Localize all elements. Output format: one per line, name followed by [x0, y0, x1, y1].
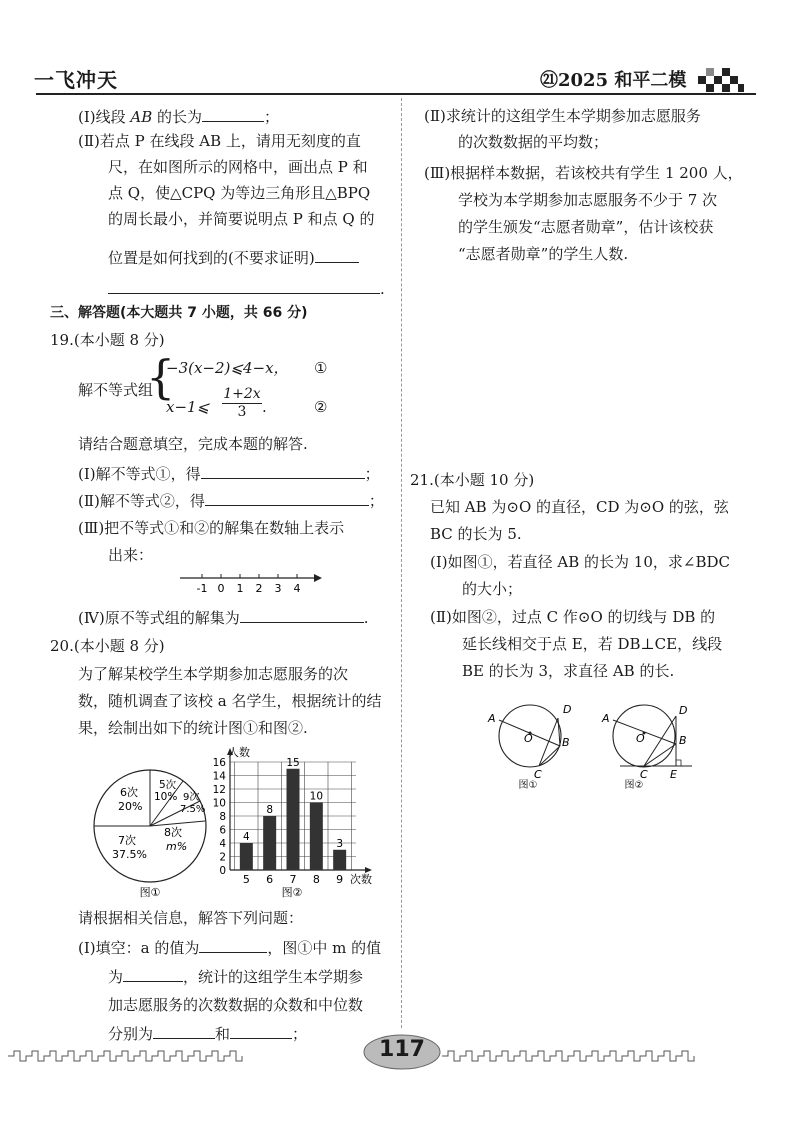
- q20-part1-line1: (Ⅰ)填空：a 的值为 ，图①中 m 的值: [78, 939, 382, 957]
- fig2-right-angle: [676, 760, 681, 766]
- pie-chart: [86, 768, 220, 900]
- bar-chart-bar: [287, 769, 300, 870]
- q18-part2-line4: 的周长最小，并简要说明点 P 和点 Q 的: [108, 210, 375, 228]
- fig2-label-D: D: [679, 704, 688, 717]
- q19-lead: 解不等式组: [78, 381, 154, 399]
- fig2-label-E: E: [670, 768, 677, 781]
- header-checker-decoration: [698, 60, 744, 92]
- pie-label-5: 5次: [159, 779, 177, 791]
- section-heading: 三、解答题(本大题共 7 小题，共 66 分): [50, 305, 308, 321]
- bar-chart-ylabel: 人数: [228, 746, 250, 759]
- bar-chart-xlabel: 次数: [350, 873, 372, 886]
- number-line-tick-label: 1: [236, 582, 244, 595]
- q19-inequality2-lhs: x−1⩽: [166, 398, 210, 416]
- q19-step3-line1: (Ⅲ)把不等式①和②的解集在数轴上表示: [78, 519, 345, 537]
- bar-chart-ytick-label: 8: [219, 811, 226, 823]
- q19-step2: (Ⅱ)解不等式②，得 ；: [78, 492, 384, 510]
- q19-instruction: 请结合题意填空，完成本题的解答.: [78, 435, 308, 453]
- q19-inequality1-mark: ①: [314, 359, 328, 377]
- bar-chart-xtick-label: 5: [242, 873, 250, 886]
- geometry-figure-2: [600, 700, 700, 790]
- q19-inequality2-mark: ②: [314, 398, 328, 416]
- q20-heading: 20.(本小题 8 分): [50, 637, 165, 655]
- q20-intro-line1: 为了解某校学生本学期参加志愿服务的次: [78, 665, 349, 683]
- q20-intro-line3: 果，绘制出如下的统计图①和图②.: [78, 719, 308, 737]
- q18-part2-line5: 位置是如何找到的(不要求证明): [108, 247, 359, 268]
- bar-chart-bar: [310, 803, 323, 871]
- pie-label-8: 8次: [164, 826, 182, 839]
- fig2-caption: 图②: [624, 780, 644, 790]
- bar-chart-caption: 图②: [281, 886, 303, 898]
- q18-part2-line2: 尺，在如图所示的网格中，画出点 P 和: [108, 158, 368, 176]
- bar-chart-xtick-label: 8: [312, 873, 320, 886]
- q19-step1: (Ⅰ)解不等式①，得 ；: [78, 465, 380, 483]
- q21-part1-line2: 的大小；: [462, 580, 523, 598]
- fig2-label-O: O: [636, 732, 645, 745]
- q18-answer-line: .: [108, 278, 385, 299]
- number-line-tick-label: 2: [255, 582, 263, 595]
- number-line: [176, 566, 326, 596]
- q20-part3-line1: (Ⅲ)根据样本数据，若该校共有学生 1 200 人，: [424, 164, 743, 182]
- fig1-label-C: C: [534, 768, 542, 781]
- q19-step4: (Ⅳ)原不等式组的解集为 .: [78, 609, 369, 627]
- bar-chart-xticks: [243, 873, 343, 886]
- pie-pct-8: m%: [166, 840, 188, 853]
- pie-pct-6: 20%: [118, 800, 143, 813]
- bar-chart-ytick-label: 4: [219, 838, 226, 850]
- page-number: 117: [379, 1037, 425, 1062]
- geometry-figure-1: [484, 700, 584, 790]
- q20-part2-line2: 的次数数据的平均数；: [458, 133, 609, 151]
- pie-label-6: 6次: [120, 786, 138, 799]
- q20-part1-line3: 加志愿服务的次数数据的众数和中位数: [108, 996, 364, 1014]
- system-brace: {: [146, 350, 176, 404]
- q19-inequality2-dot: .: [262, 398, 267, 416]
- q21-part1-line1: (Ⅰ)如图①，若直径 AB 的长为 10，求∠BDC: [430, 553, 730, 571]
- bar-chart-xtick-label: 6: [266, 873, 274, 886]
- pie-pct-5: 10%: [154, 791, 178, 803]
- q20-part3-line3: 的学生颁发“志愿者勋章”，估计该校获: [458, 218, 714, 236]
- q20-part1-line2: 为 ，统计的这组学生本学期参: [108, 968, 364, 986]
- bar-chart-ytick-label: 10: [212, 797, 226, 810]
- page-header-title: ㉑2025 和平二模: [540, 70, 687, 91]
- pie-label-7: 7次: [118, 834, 136, 847]
- fig1-label-B: B: [562, 736, 570, 749]
- bar-chart-value-label: 10: [309, 790, 324, 803]
- pie-label-9: 9次: [183, 792, 200, 803]
- bar-chart-ytick-label: 16: [212, 757, 226, 769]
- q20-part2-line1: (Ⅱ)求统计的这组学生本学期参加志愿服务: [424, 107, 701, 125]
- fig2-label-A: A: [602, 712, 610, 725]
- pie-pct-7: 37.5%: [112, 848, 147, 861]
- q21-heading: 21.(本小题 10 分): [410, 471, 535, 489]
- header-rule: [36, 93, 756, 95]
- fig1-label-D: D: [563, 703, 572, 716]
- bar-chart-ytick-label: 0: [219, 865, 226, 877]
- number-line-arrow: [314, 574, 322, 582]
- fig1-label-O: O: [524, 732, 533, 745]
- bar-chart-ytick-label: 12: [212, 784, 226, 796]
- q19-inequality1: −3(x−2)⩽4−x，: [166, 359, 289, 377]
- number-line-tick-label: 4: [293, 582, 301, 595]
- q20-part1-line4: 分别为 和 ；: [108, 1025, 308, 1043]
- bar-chart-ytick-label: 2: [219, 851, 226, 864]
- bar-chart: [202, 744, 386, 898]
- q21-part2-line1: (Ⅱ)如图②，过点 C 作⊙O 的切线与 DB 的: [430, 608, 716, 626]
- number-line-tick-label: 3: [274, 582, 282, 595]
- bar-chart-value-label: 4: [242, 831, 250, 843]
- q19-fraction: [222, 386, 262, 421]
- bar-chart-yticks: [213, 757, 227, 877]
- bar-chart-bar: [263, 816, 276, 870]
- fig2-label-C: C: [640, 768, 648, 781]
- fraction-denominator: 3: [237, 404, 247, 420]
- bar-chart-bar: [333, 850, 346, 870]
- q18-part2-line3: 点 Q，使△CPQ 为等边三角形且△BPQ: [108, 184, 371, 202]
- q21-intro-line1: 已知 AB 为⊙O 的直径，CD 为⊙O 的弦，弦: [430, 498, 729, 516]
- q18-part2-line1: (Ⅱ)若点 P 在线段 AB 上，请用无刻度的直: [78, 132, 361, 150]
- q21-part2-line3: BE 的长为 3，求直径 AB 的长.: [462, 662, 675, 680]
- q19-heading: 19.(本小题 8 分): [50, 331, 165, 349]
- bar-chart-value-label: 8: [266, 804, 274, 816]
- q21-intro-line2: BC 的长为 5.: [430, 525, 522, 543]
- pie-pct-9: 7.5%: [180, 804, 206, 815]
- fraction-numerator: 1+2x: [223, 386, 261, 402]
- bar-chart-value-label: 15: [286, 756, 300, 769]
- q21-part2-line2: 延长线相交于点 E，若 DB⊥CE，线段: [462, 635, 723, 653]
- column-divider: [401, 98, 402, 1028]
- q20-part3-line2: 学校为本学期参加志愿服务不少于 7 次: [458, 191, 718, 209]
- q20-part3-line4: “志愿者勋章”的学生人数.: [458, 245, 629, 263]
- number-line-tick-label: 0: [217, 582, 225, 595]
- bar-chart-ytick-label: 6: [219, 824, 226, 837]
- q20-prompt: 请根据相关信息，解答下列问题：: [78, 909, 304, 927]
- bar-chart-value-label: 3: [336, 837, 344, 850]
- bar-chart-xtick-label: 7: [289, 873, 297, 886]
- bar-chart-ytick-label: 14: [212, 770, 226, 783]
- bar-chart-xtick-label: 9: [336, 873, 344, 886]
- bar-chart-bars: [240, 769, 346, 870]
- pie-caption: 图①: [139, 886, 161, 899]
- fig1-caption: 图①: [518, 780, 538, 790]
- bar-chart-bar: [240, 843, 253, 870]
- q19-step3-line2: 出来：: [108, 546, 154, 564]
- fig2-label-B: B: [679, 734, 687, 747]
- q18-part1: (Ⅰ)线段 AB 的长为 ；: [78, 108, 280, 126]
- number-line-tick-label: -1: [196, 582, 208, 595]
- fig1-label-A: A: [488, 712, 496, 725]
- q20-intro-line2: 数，随机调查了该校 a 名学生，根据统计的结: [78, 692, 382, 710]
- brand-logo: 一飞冲天: [34, 68, 118, 92]
